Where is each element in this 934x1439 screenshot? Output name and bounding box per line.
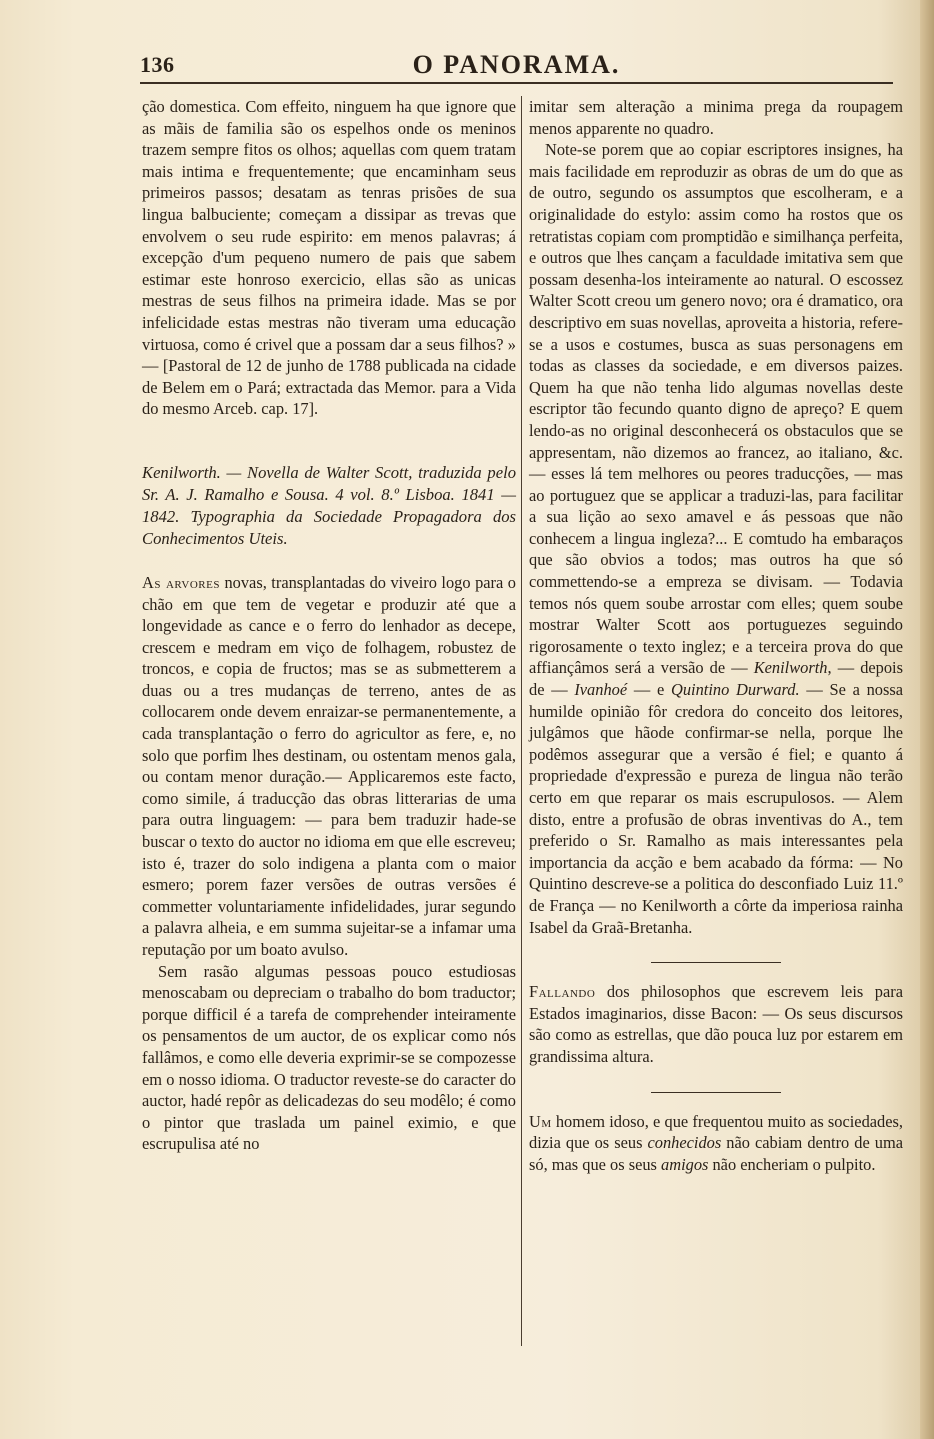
word-conhecidos: conhecidos [647,1133,722,1153]
page-number: 136 [140,52,175,77]
bacon-lead-word: Fallando [529,982,596,1002]
walter-scott-text-2: , — depois de — [529,658,903,700]
title-ivanhoe: Ivanhoé [574,680,628,700]
walter-scott-text: Note-se porem que ao copiar escriptores insignes, ha mais facilidade em reproduzir as obras de um do que as de outro, segundo os assumptos que escolheram, e a originalidade do estylo: assim como ha rostos que os retratistas copiam com promptidão e similhança perfeita, e outros que lhes cançam a faculdade imitativa sem que possam desenha-los inteiramente ao natural. O escossez Walter Scott creou um genero novo; ora é dramatico, ora descriptivo em suas novellas, aproveita a historia, refere-se a usos e costumes, busca as suas personagens em todas as classes da sociedade, e em diversos paizes. Quem ha que não tenha lido algumas novellas deste escriptor tão fecundo quanto digno de apreço? E quem lendo-as no original desconhecerá os obstaculos que se appresentam, não dizemos ao francez, ao italiano, &c. — esses lá tem melhores ou peores traducções, — mas ao portuguez que se applicar a traduzi-las, para facilitar a sua lição ao sexo amavel e ás pessoas que não conhecem a lingua ingleza?... E comtudo ha embaraços que são obvios a todos; mas outros ha que só commettendo-se a empreza se divisam. — Todavia temos nós quem soube arrostar com elles; quem soube mostrar Walter Scott aos portuguezes seguindo rigorosamente o texto inglez; e a terceira prova do que affiançâmos será a versão de — [529,140,903,678]
old-man-text-3: não encheriam o pulpito. [708,1154,876,1174]
page-header [140,50,893,84]
review-header: Kenilworth. — Novella de Walter Scott, traduzida pelo Sr. A. J. Ramalho e Sousa. 4 vol. 8.º Lisboa. 1841 — 1842. Typographia da Sociedade Propagadora dos Conhecimentos Uteis. [142,462,516,548]
review-paragraph [142,572,516,961]
painting-paragraph: imitar sem alteração a minima prega da roupagem menos apparente no quadro. [529,97,903,138]
header-rule [140,82,893,84]
review-paragraph-text: novas, transplantadas do viveiro logo para o chão em que tem de vegetar e produzir até que a longevidade as cance e o ferro do lenhador as decepe, crescem e medram em viço de folhagem, robustez de troncos, e copia de fructos; mas se as submetterem a duas ou a tres mudanças de terreno, antes de as collocarem onde devem enraizar-se permanentemente, a cada transplantação o ferro do agricultor as fere, e, no solo que porfim lhes destinam, ou ostentam menos gala, ou contam menor duração.— Applicaremos este facto, como simile, á traducção das obras litterarias de uma para outra linguagem: — para bem traduzir hade-se buscar o texto do auctor no idioma em que elle escreveu; isto é, trazer do solo indigena a planta com o maior esmero; porem fazer versões de outras versões é commetter voluntariamente infidelidades, jurar segundo a palavra alheia, e em summa sujeitar-se a infamar uma reputação por um boato avulso. [142,572,516,959]
walter-scott-paragraph [529,139,903,938]
title-kenilworth: Kenilworth [753,658,828,678]
page-edge [920,0,934,1439]
column-divider [521,96,522,1346]
word-amigos: amigos [661,1154,709,1174]
section-rule [651,962,781,963]
walter-scott-text-3: — e [627,680,671,700]
right-column [529,96,903,1175]
translator-paragraph: Sem rasão algumas pessoas pouco estudiosas menoscabam ou depreciam o trabalho do bom traductor; porque difficil é a tarefa de comprehender inteiramente os pensamentos de um auctor, de os explicar como nós fallâmos, e como elle deveria exprimir-se se compozesse em o nosso idioma. O traductor reveste-se do caracter do auctor, hadé repôr as delicadezas do seu modêlo; é como o pintor que traslada um painel eximio, e que escrupulisa até no [142,961,516,1154]
bacon-anecdote [529,981,903,1067]
old-man-lead-word: Um [529,1111,552,1131]
old-man-text-2: não cabiam dentro de uma só, mas que os seus [529,1133,903,1174]
review-lead-word: As arvores [142,572,220,592]
left-column [142,96,516,1155]
walter-scott-text-4: — Se a nossa humilde opinião fôr credora do conceito dos leitores, julgâmos que hãode confirmar-se nella, porque lhe podêmos assegurar que a versão é fiel; e quanto á propriedade d'expressão e pureza de lingua não terão certo em que reparar os mais escrupulosos. — Alem disto, entre a profusão de obras inventivas do A., tem preferido o Sr. Ramalho as mais interessantes pela importancia da acção e bem acabado da fórma: — No Quintino descreve-se a politica do desconfiado Luiz 11.º de França — no Kenilworth a côrte da imperiosa rainha Isabel da Graã-Bretanha. [529,680,904,937]
bacon-text: dos philosophos que escrevem leis para Estados imaginarios, disse Bacon: — Os seus discursos são como as estrellas, que dão pouca luz por estarem em grandissima altura. [529,982,903,1066]
title-quintino: Quintino Durward. [670,680,800,700]
pastoral-continuation: ção domestica. Com effeito, ninguem ha que ignore que as mãis de familia são os espelhos onde os meninos trazem sempre fitos os olhos; aquellas com quem tratam mais intima e frequentemente; que encaminham seus primeiros passos; desatam as tenras prisões de sua lingua balbuciente; começam a dissipar as trevas que envolvem o seu rude espirito: em menos palavras; á excepção d'um pequeno numero de pais que sabem estimar este honroso exercicio, ellas são as unicas mestras de seus filhos na primeira idade. Mas se por infelicidade estas mestras não tiveram uma educação virtuosa, como é crivel que a possam dar a seus filhos? » — [Pastoral de 12 de junho de 1788 publicada na cidade de Belem em o Pará; extractada das Memor. para a Vida do mesmo Arceb. cap. 17]. [142,97,516,419]
publication-title: O PANORAMA. [412,50,621,79]
old-man-anecdote [529,1111,903,1176]
old-man-text-1: homem idoso, e que frequentou muito as sociedades, dizia que os seus [529,1111,903,1153]
section-rule-2 [651,1092,781,1093]
